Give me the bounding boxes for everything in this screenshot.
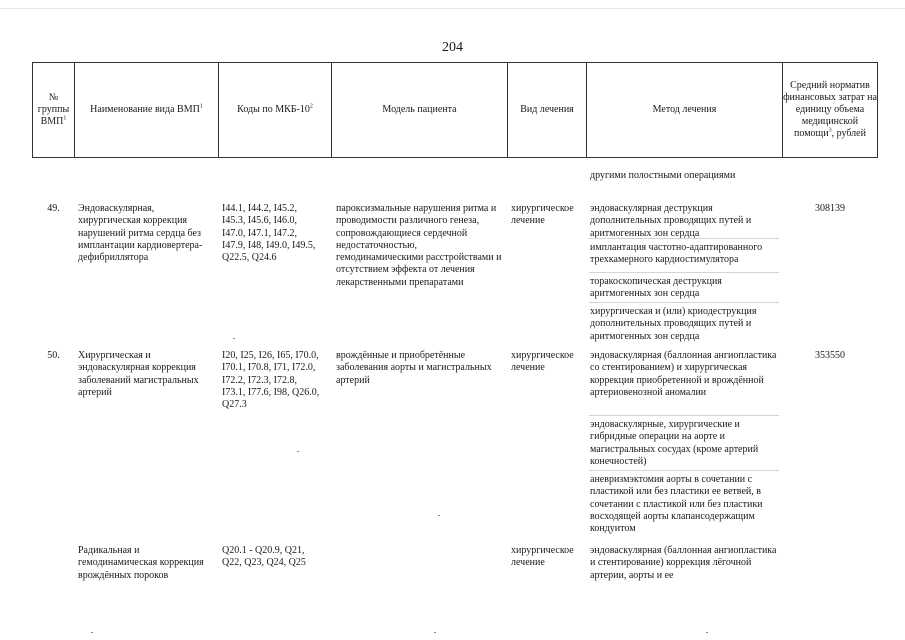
method-separator: [589, 302, 779, 303]
row-49-cost: 308139: [815, 203, 845, 214]
scan-speck: [297, 451, 299, 452]
method-separator: [589, 470, 779, 471]
scan-speck: [434, 632, 436, 633]
header-mkb-codes: Коды по МКБ-$10^2$: [237, 103, 313, 115]
carryover-method-text: другими полостными операциями: [590, 170, 736, 181]
row-50-method-3: аневризмэктомия аорты в сочетании с пластикой или без пластики ее ветвей, в сочетании с пластикой или без пластики восходящей аорты клапансодержащим кондуитом: [590, 474, 763, 535]
method-separator: [589, 238, 779, 239]
row-cont-codes: Q20.1 - Q20.9, Q21, Q22, Q23, Q24, Q25: [222, 545, 306, 569]
row-50-name: Хирургическая и эндоваскулярная коррекция заболеваний магистральных артерий: [78, 350, 199, 398]
scan-speck: [233, 338, 235, 339]
row-50-cost: 353550: [815, 350, 845, 361]
row-49-patient-model: пароксизмальные нарушения ритма и проводимости различного генеза, сопровождающиеся сердечной недостаточностью, гемодинамическими расстройствами и отсутствием эффекта от лечения лекарственными препаратами: [336, 203, 502, 288]
page-number: 204: [442, 40, 463, 55]
header-treatment-type: Вид лечения: [520, 104, 574, 115]
row-50-method-1: эндоваскулярная (баллонная ангиопластика со стентированием) и хирургическая коррекция приобретенной и врождённой артериовенозной аномалии: [590, 350, 777, 398]
method-separator: [589, 272, 779, 273]
row-49-codes: I44.1, I44.2, I45.2, I45.3, I45.6, I46.0, I47.0, I47.1, I47.2, I47.9, I48, I49.0, I49.5, Q22.5, Q24.6: [222, 203, 316, 264]
header-bottom-rule: [32, 157, 878, 158]
row-50-treatment-type: хирургическое лечение: [511, 350, 574, 374]
row-49-method-4: хирургическая и (или) криодеструкция дополнительных проводящих путей и аритмогенных зон сердца: [590, 306, 757, 342]
row-49-treatment-type: хирургическое лечение: [511, 203, 574, 227]
row-49-method-1: эндоваскулярная деструкция дополнительных проводящих путей и аритмогенных зон сердца: [590, 203, 752, 239]
page-top-edge: [0, 0, 905, 9]
row-49-number: 49.: [47, 203, 60, 214]
row-50-codes: I20, I25, I26, I65, I70.0, I70.1, I70.8, I71, I72.0, I72.2, I72.3, I72.8, I73.1, I77.6, I98, Q26.0, Q27.3: [222, 350, 320, 411]
row-49-name: Эндоваскулярная, хирургическая коррекция нарушений ритма сердца без имплантации кардиовертера-дефибриллятора: [78, 203, 203, 264]
row-50-patient-model: врождённые и приобретённые заболевания аорты и магистральных артерий: [336, 350, 492, 386]
header-treatment-method: Метод лечения: [652, 104, 717, 115]
row-49-method-3: торакоскопическая деструкция аритмогенных зон сердца: [590, 276, 722, 300]
scan-speck: [438, 515, 440, 516]
row-50-number: 50.: [47, 350, 60, 361]
header-patient-model: Модель пациента: [382, 104, 457, 115]
method-separator: [589, 415, 779, 416]
header-group-number: № группы ВМП$^1$: [37, 92, 70, 127]
row-cont-treatment-type: хирургическое лечение: [511, 545, 574, 569]
row-cont-method-1: эндоваскулярная (баллонная ангиопластика и стентирование) коррекция лёгочной артерии, аорты и ее: [590, 545, 777, 581]
header-col-divider: [877, 62, 878, 157]
row-49-method-2: имплантация частотно-адаптированного трехкамерного кардиостимулятора: [590, 242, 763, 266]
row-50-method-2: эндоваскулярные, хирургические и гибридные операции на аорте и магистральных сосудах (кроме артерий конечностей): [590, 419, 759, 467]
scan-speck: [706, 632, 708, 633]
row-cont-name: Радикальная и гемодинамическая коррекция врождённых пороков: [78, 545, 204, 581]
header-cost-norm: Средний норматив финансовых затрат на единицу объема медицинской помощи$^3$, рублей: [783, 80, 877, 139]
header-vmp-name: Наименование вида ВМП$^1$: [90, 103, 203, 115]
scan-speck: [91, 632, 93, 633]
